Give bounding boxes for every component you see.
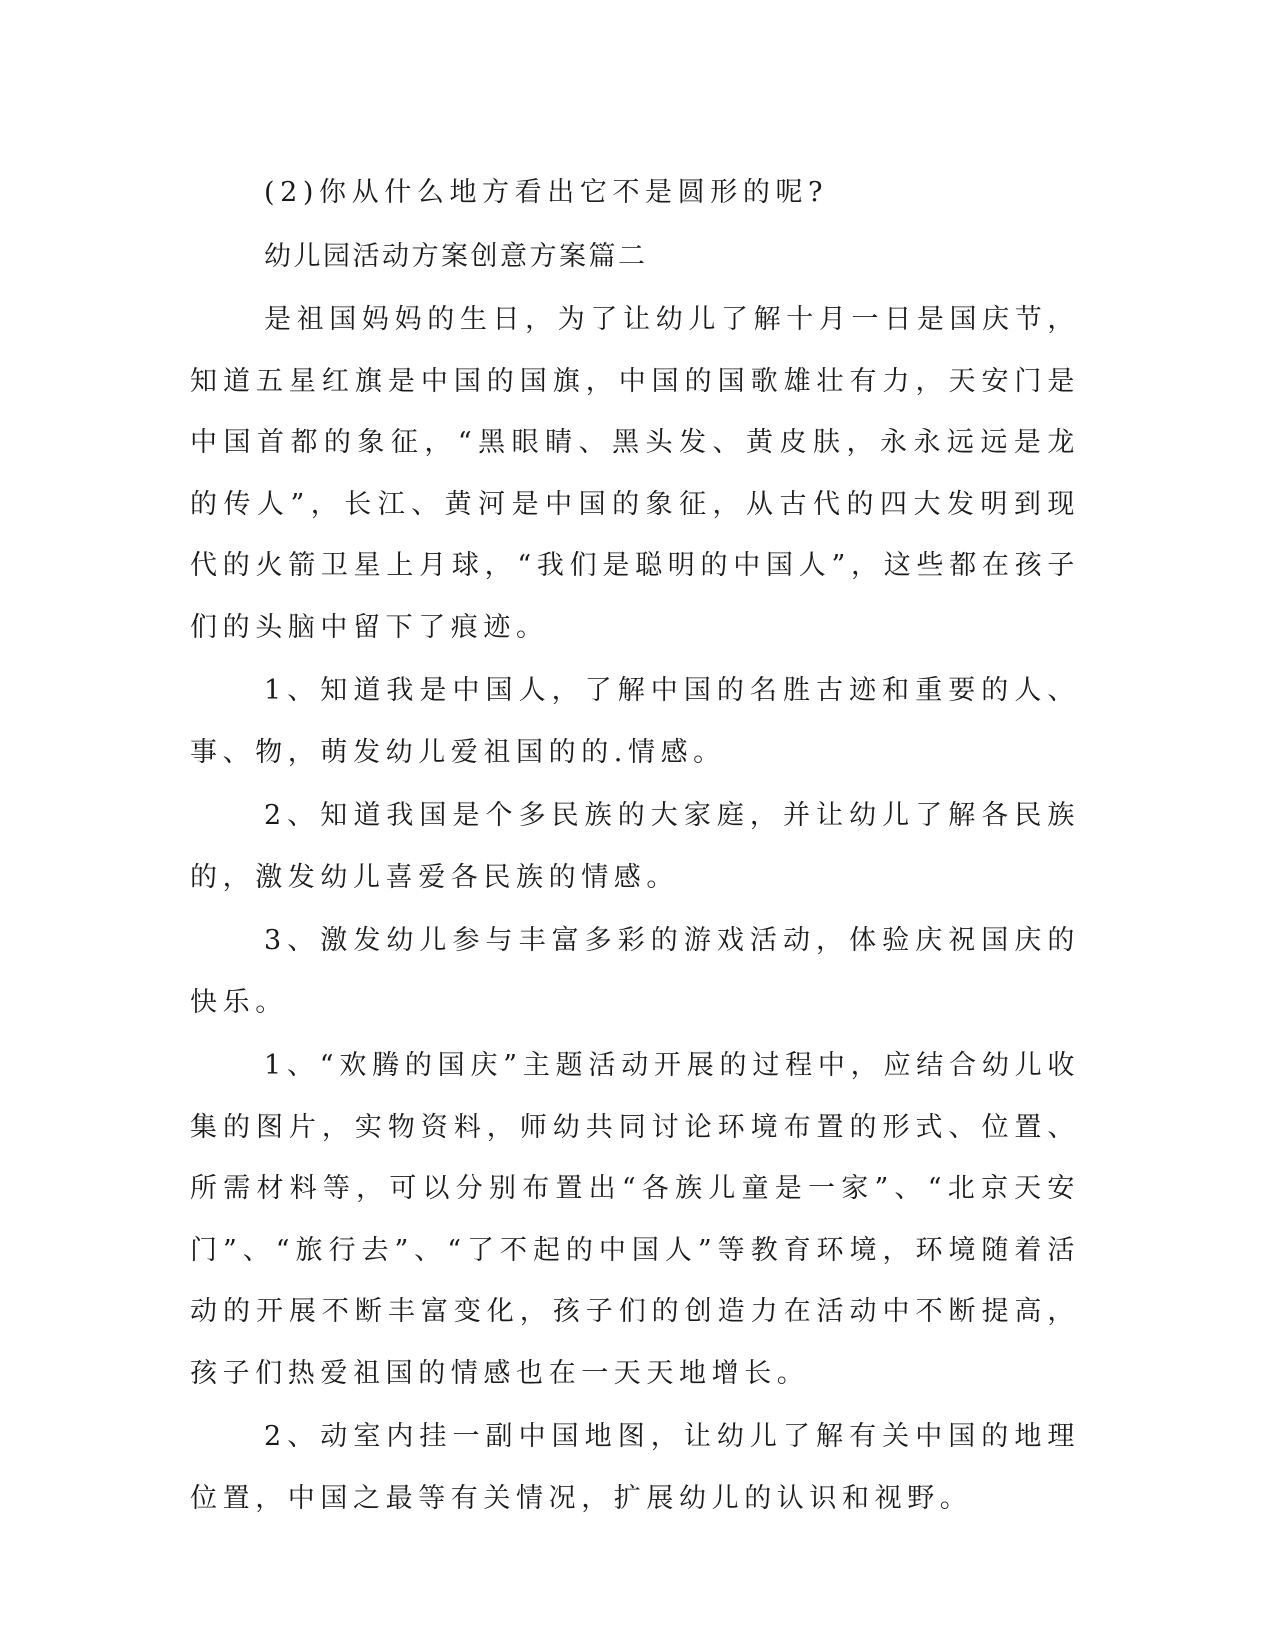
goal-paragraph-2: 2、知道我国是个多民族的大家庭，并让幼儿了解各民族的，激发幼儿喜爱各民族的情感。 [190, 800, 1080, 893]
goal-paragraph-1: 1、知道我是中国人，了解中国的名胜古迹和重要的人、事、物，萌发幼儿爱祖国的的.情感。 [190, 675, 1080, 768]
intro-paragraph: 是祖国妈妈的生日，为了让幼儿了解十月一日是国庆节，知道五星红旗是中国的国旗，中国的国歌雄壮有力，天安门是中国首都的象征，“黑眼睛、黑头发、黄皮肤，永永远远是龙的传人”，长江、黄河是中国的象征，从古代的四大发明到现代的火箭卫星上月球，“我们是聪明的中国人”，这些都在孩子们的头脑中留下了痕迹。 [190, 304, 1080, 643]
question-paragraph: (2)你从什么地方看出它不是圆形的呢? [264, 177, 829, 208]
document-body [190, 162, 1080, 1531]
preparation-paragraph-2: 2、动室内挂一副中国地图，让幼儿了解有关中国的地理位置，中国之最等有关情况，扩展幼儿的认识和视野。 [190, 1421, 1080, 1514]
preparation-paragraph-1: 1、“欢腾的国庆”主题活动开展的过程中，应结合幼儿收集的图片，实物资料，师幼共同讨论环境布置的形式、位置、所需材料等，可以分别布置出“各族儿童是一家”、“北京天安门”、“旅行去”、“了不起的中国人”等教育环境，环境随着活动的开展不断丰富变化，孩子们的创造力在活动中不断提高，孩子们热爱祖国的情感也在一天天地增长。 [190, 1050, 1080, 1389]
goal-paragraph-3: 3、激发幼儿参与丰富多彩的游戏活动，体验庆祝国庆的快乐。 [190, 925, 1080, 1018]
section-title: 幼儿园活动方案创意方案篇二 [264, 240, 648, 272]
